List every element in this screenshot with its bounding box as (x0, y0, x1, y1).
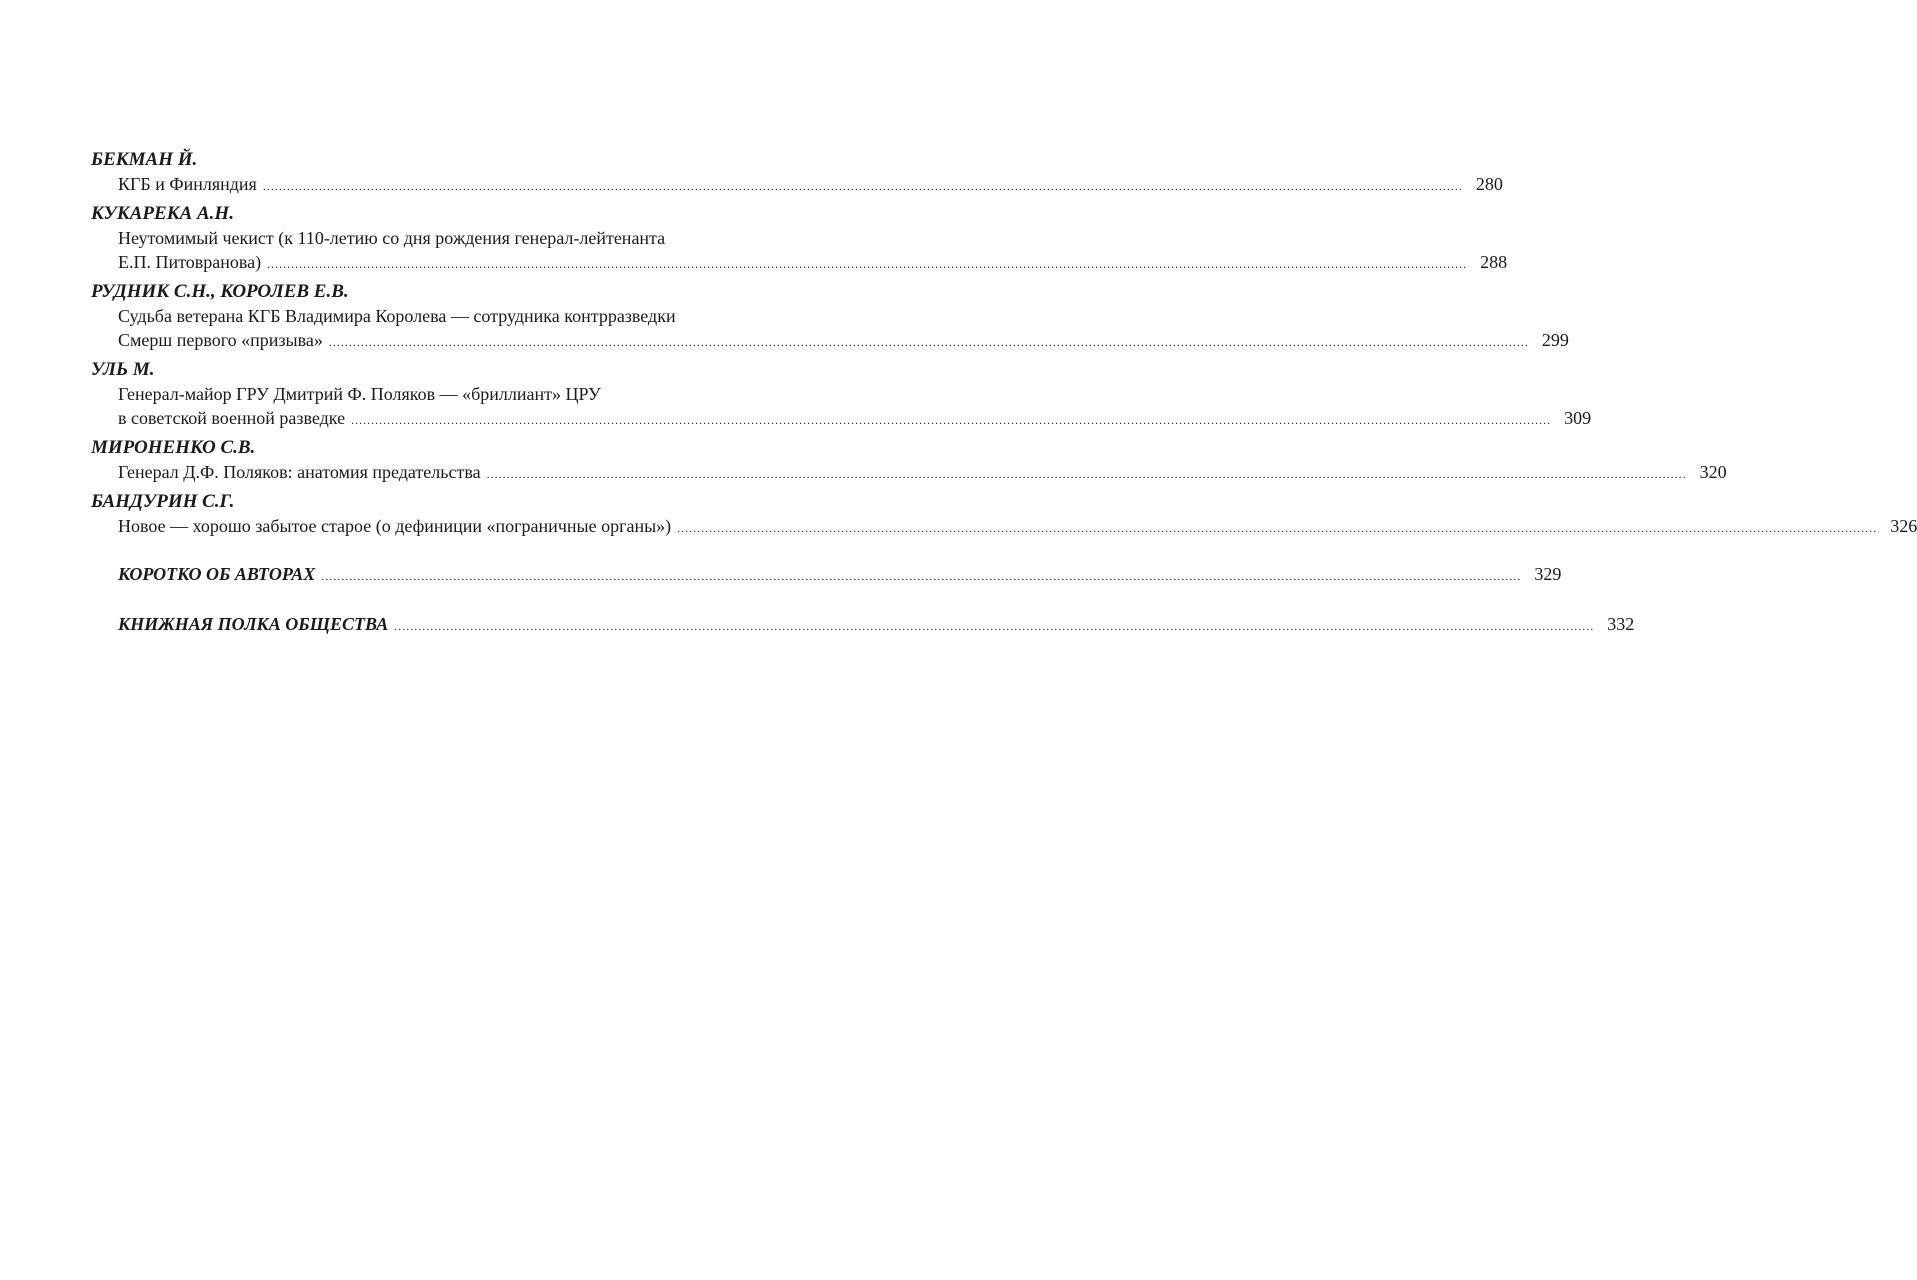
entry-title-last-line[interactable] (91, 514, 1917, 538)
table-of-contents (91, 148, 1917, 636)
dot-leader: ............................................................................................................................................................................................................................................................................................................ (394, 619, 1595, 633)
section-line[interactable] (91, 562, 1562, 586)
entry-author: РУДНИК С.Н., КОРОЛЕВ Е.В. (91, 281, 349, 302)
entry-author: МИРОНЕНКО С.В. (91, 437, 256, 458)
toc-entry (91, 202, 1508, 274)
entry-title-last-line[interactable] (91, 460, 1727, 484)
entry-title-line[interactable]: Генерал-майор ГРУ Дмитрий Ф. Поляков — «бриллиант» ЦРУ (118, 384, 601, 404)
entry-title-text: в советской военной разведке (118, 408, 346, 428)
toc-entry (91, 148, 1503, 196)
entry-title-text: Новое — хорошо забытое старое (о дефиниции «пограничные органы») (118, 516, 672, 536)
dot-leader: ............................................................................................................................................................................................................................................................................................................ (267, 257, 1468, 271)
entry-page-number: 320 (1699, 462, 1727, 482)
dot-leader: ............................................................................................................................................................................................................................................................................................................ (677, 521, 1878, 535)
dot-leader: ............................................................................................................................................................................................................................................................................................................ (262, 179, 1463, 193)
section-page-number: 332 (1607, 614, 1635, 634)
toc-entry (91, 436, 1727, 484)
entry-page-number: 299 (1541, 330, 1569, 350)
entry-title-last-line[interactable] (91, 250, 1508, 274)
section-line[interactable] (91, 612, 1635, 636)
entry-page-number: 309 (1564, 408, 1592, 428)
toc-entry (91, 280, 1569, 352)
entry-title-text: Генерал Д.Ф. Поляков: анатомия предательства (118, 462, 481, 482)
dot-leader: ............................................................................................................................................................................................................................................................................................................ (321, 569, 1522, 583)
section-page-number: 329 (1534, 564, 1562, 584)
section-title: КОРОТКО ОБ АВТОРАХ (118, 564, 316, 584)
toc-section (91, 612, 1635, 636)
entry-title-text: Е.П. Питовранова) (118, 252, 262, 272)
toc-entry (91, 490, 1917, 538)
entry-title-line[interactable]: Неутомимый чекист (к 110-летию со дня рождения генерал-лейтенанта (118, 228, 666, 248)
section-title: КНИЖНАЯ ПОЛКА ОБЩЕСТВА (118, 614, 389, 634)
entry-page-number: 280 (1475, 174, 1503, 194)
dot-leader: ............................................................................................................................................................................................................................................................................................................ (351, 413, 1552, 427)
entry-author: БАНДУРИН С.Г. (91, 491, 235, 512)
entry-author: БЕКМАН Й. (91, 149, 198, 170)
entry-title-text: Смерш первого «призыва» (118, 330, 323, 350)
entry-title-text: КГБ и Финляндия (118, 174, 257, 194)
toc-section (91, 562, 1562, 586)
entry-page-number: 326 (1890, 516, 1917, 536)
entry-author: УЛЬ М. (91, 359, 155, 380)
toc-entry (91, 358, 1592, 430)
entry-title-last-line[interactable] (91, 406, 1592, 430)
entry-title-last-line[interactable] (91, 172, 1503, 196)
entry-title-last-line[interactable] (91, 328, 1569, 352)
entry-author: КУКАРЕКА А.Н. (91, 203, 234, 224)
dot-leader: ............................................................................................................................................................................................................................................................................................................ (328, 335, 1529, 349)
dot-leader: ............................................................................................................................................................................................................................................................................................................ (486, 467, 1687, 481)
entry-page-number: 288 (1480, 252, 1508, 272)
entry-title-line[interactable]: Судьба ветерана КГБ Владимира Королева — сотрудника контрразведки (118, 306, 676, 326)
